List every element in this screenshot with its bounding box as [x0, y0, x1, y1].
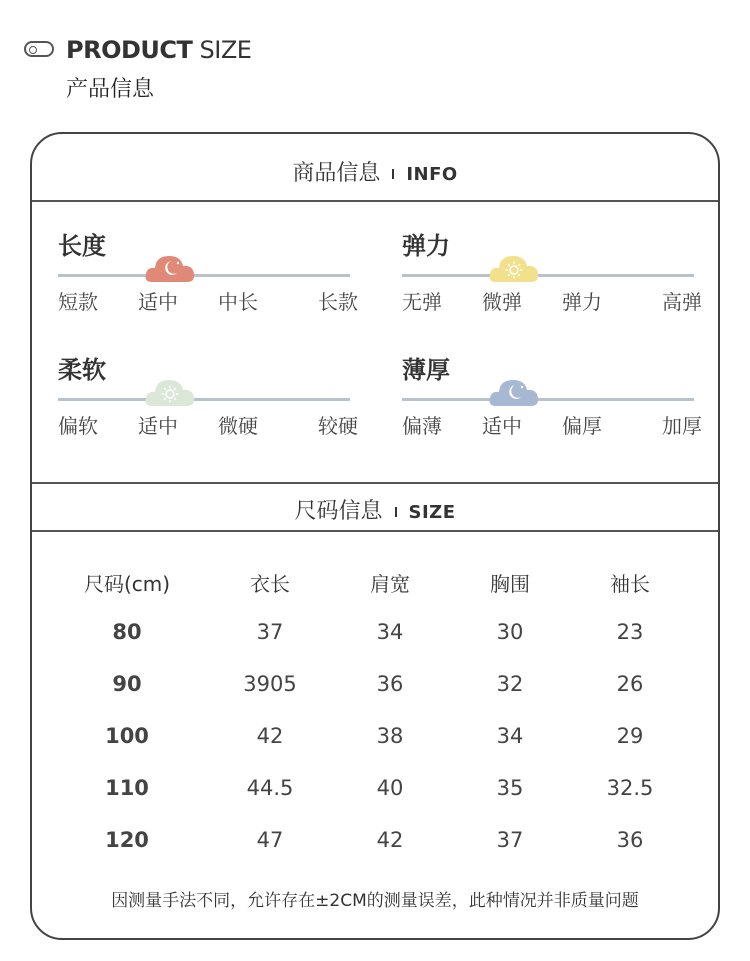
table-cell: 40 [376, 776, 404, 800]
table-cell: 42 [376, 828, 404, 852]
attribute-option: 高弹 [662, 290, 702, 314]
table-cell: 29 [616, 724, 644, 748]
attribute-options [58, 410, 358, 439]
table-cell: 47 [256, 828, 284, 852]
attribute-option: 偏薄 [402, 414, 442, 438]
table-cell: 23 [616, 620, 644, 644]
header-title-bold: PRODUCT [66, 36, 193, 64]
info-section-label-en: INFO [406, 164, 458, 185]
attribute-option: 短款 [58, 290, 98, 314]
size-table-body [52, 606, 702, 866]
table-cell: 36 [616, 828, 644, 852]
table-row [52, 814, 702, 866]
attribute-options [58, 286, 358, 315]
table-cell: 34 [376, 620, 404, 644]
attribute-option: 弹力 [562, 290, 602, 314]
attribute-block [58, 226, 358, 336]
size-section-label-en: SIZE [408, 502, 456, 523]
divider-line [32, 482, 718, 484]
header-title [66, 36, 251, 64]
table-cell: 37 [256, 620, 284, 644]
moon-cloud-icon [144, 248, 196, 284]
moon-cloud-icon [488, 372, 540, 408]
info-section-heading [32, 156, 718, 187]
header-subtitle: 产品信息 [66, 77, 155, 102]
attribute-title: 弹力 [402, 232, 450, 260]
attribute-option: 适中 [138, 414, 178, 438]
table-cell: 44.5 [246, 776, 294, 800]
size-table [52, 554, 702, 866]
attribute-option: 微弹 [482, 290, 522, 314]
size-section-heading [32, 494, 718, 525]
size-table-header [52, 554, 702, 606]
attribute-option: 偏厚 [562, 414, 602, 438]
size-header-cell: 尺码(cm) [83, 572, 171, 596]
table-row [52, 762, 702, 814]
table-cell: 34 [496, 724, 524, 748]
table-row [52, 606, 702, 658]
measurement-note: 因测量手法不同，允许存在±2CM的测量误差，此种情况并非质量问题 [111, 891, 639, 911]
table-cell: 80 [112, 620, 142, 644]
info-section-label-cn: 商品信息 [292, 161, 381, 186]
table-cell: 32 [496, 672, 524, 696]
attribute-track [58, 274, 350, 277]
table-cell: 36 [376, 672, 404, 696]
table-cell: 110 [105, 776, 149, 800]
attribute-title: 柔软 [58, 356, 106, 384]
table-cell: 35 [496, 776, 524, 800]
table-row [52, 710, 702, 762]
table-cell: 90 [112, 672, 142, 696]
table-cell: 3905 [243, 672, 297, 696]
attribute-option: 较硬 [318, 414, 358, 438]
attribute-option: 无弹 [402, 290, 442, 314]
table-cell: 42 [256, 724, 284, 748]
attribute-option: 中长 [218, 290, 258, 314]
chest-header-cell: 胸围 [490, 572, 530, 596]
table-cell: 38 [376, 724, 404, 748]
table-cell: 32.5 [606, 776, 654, 800]
attribute-option: 适中 [138, 290, 178, 314]
attribute-block [58, 350, 358, 460]
sleeve-header-cell: 袖长 [610, 572, 650, 596]
table-cell: 30 [496, 620, 524, 644]
attribute-track [402, 274, 694, 277]
divider-bar [395, 507, 397, 517]
attribute-option: 加厚 [662, 414, 702, 438]
attribute-option: 长款 [318, 290, 358, 314]
attribute-option: 偏软 [58, 414, 98, 438]
size-section-label-cn: 尺码信息 [294, 499, 383, 524]
attribute-options [402, 410, 702, 439]
table-row [52, 658, 702, 710]
table-cell: 120 [105, 828, 149, 852]
divider-line [32, 530, 718, 532]
table-cell: 37 [496, 828, 524, 852]
table-cell: 26 [616, 672, 644, 696]
attribute-options [402, 286, 702, 315]
attribute-block [402, 350, 702, 460]
toggle-icon [24, 41, 54, 57]
shoulder-header-cell: 肩宽 [370, 572, 410, 596]
attribute-title: 薄厚 [402, 356, 450, 384]
sun-cloud-icon [144, 372, 196, 408]
attribute-track [402, 398, 694, 401]
header-title-light: SIZE [199, 36, 252, 64]
attribute-block [402, 226, 702, 336]
divider-line [32, 200, 718, 202]
attribute-option: 微硬 [218, 414, 258, 438]
product-info-card [30, 132, 720, 940]
table-cell: 100 [105, 724, 149, 748]
attribute-title: 长度 [58, 232, 106, 260]
length-header-cell: 衣长 [250, 572, 290, 596]
sun-cloud-icon [488, 248, 540, 284]
divider-bar [392, 169, 394, 179]
attribute-track [58, 398, 350, 401]
attribute-option: 适中 [482, 414, 522, 438]
